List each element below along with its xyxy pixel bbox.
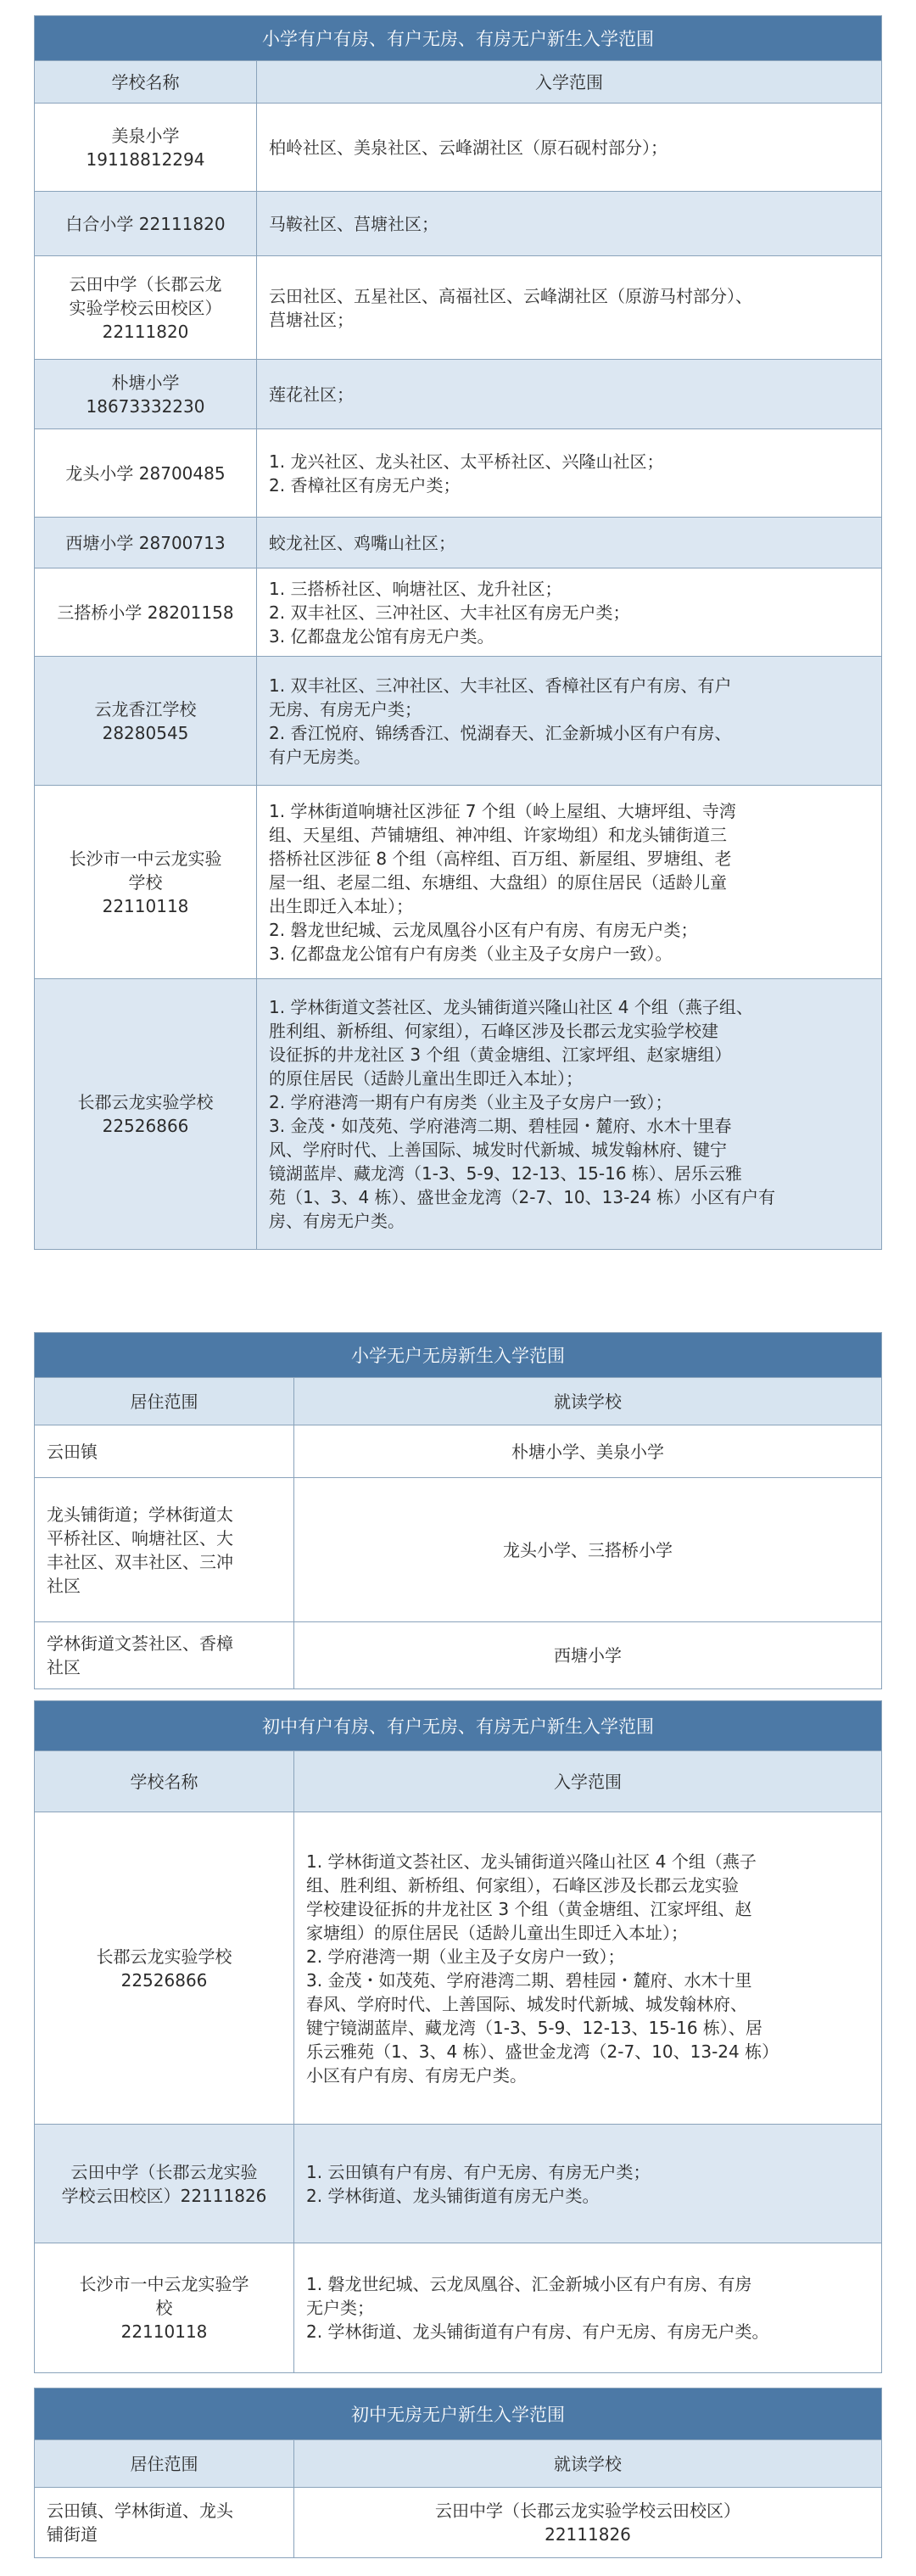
table-row	[35, 1622, 881, 1688]
scope-cell	[257, 657, 881, 785]
table-row	[35, 360, 881, 429]
scope-cell-line: 云田社区、五星社区、高福社区、云峰湖社区（原游马村部分）、	[269, 285, 752, 306]
table-title: 初中有户有房、有户无房、有房无户新生入学范围	[35, 1701, 881, 1751]
header-school-name: 学校名称	[35, 61, 257, 103]
assigned-school-cell-line: 云田中学（长郡云龙实验学校云田校区）	[435, 2500, 740, 2521]
school-name-cell-line: 西塘小学 28700713	[65, 532, 226, 553]
assigned-school-cell-line: 朴塘小学、美泉小学	[511, 1441, 664, 1462]
assigned-school-cell-line: 龙头小学、三搭桥小学	[503, 1539, 673, 1560]
assigned-school-cell-line: 22111826	[545, 2524, 631, 2545]
scope-cell-line: 乐云雅苑（1、3、4 栋）、盛世金龙湾（2-7、10、13-24 栋）	[306, 2041, 779, 2062]
table-row	[35, 256, 881, 360]
residence-cell-line: 云田镇、学林街道、龙头	[47, 2500, 233, 2521]
scope-cell-line: 2. 学府港湾一期有户有房类（业主及子女房户一致）；	[269, 1092, 673, 1112]
scope-cell-line: 苑（1、3、4 栋）、盛世金龙湾（2-7、10、13-24 栋）小区有户有	[269, 1187, 776, 1207]
table-row	[35, 657, 881, 786]
table-title: 小学有户有房、有户无房、有房无户新生入学范围	[35, 16, 881, 61]
scope-cell-line: 键宁镜湖蓝岸、藏龙湾（1-3、5-9、12-13、15-16 栋）、居	[306, 2017, 762, 2038]
table-header-row	[35, 61, 881, 104]
school-name-cell-line: 长郡云龙实验学校	[96, 1946, 232, 1967]
school-name-cell	[35, 1812, 294, 2124]
residence-cell	[35, 1425, 294, 1477]
scope-cell-line: 有户无房类。	[269, 746, 371, 767]
scope-cell-line: 2. 学府港湾一期（业主及子女房户一致）；	[306, 1946, 625, 1967]
assigned-school-cell	[294, 1425, 881, 1477]
school-name-cell	[35, 429, 257, 517]
scope-cell-line: 马鞍社区、莒塘社区；	[269, 213, 438, 234]
school-name-cell	[35, 979, 257, 1249]
header-scope: 入学范围	[535, 71, 603, 92]
table-row	[35, 192, 881, 256]
school-name-cell	[35, 2125, 294, 2243]
school-name-cell-line: 校	[155, 2298, 173, 2318]
school-name-cell-line: 22111820	[102, 321, 189, 342]
scope-cell	[294, 2125, 881, 2243]
scope-cell-line: 2. 学林街道、龙头铺街道有房无户类。	[306, 2185, 600, 2206]
scope-cell	[257, 360, 881, 428]
school-name-cell	[35, 104, 257, 191]
header-residence: 居住范围	[35, 2440, 294, 2487]
scope-cell-line: 春风、学府时代、上善国际、城发时代新城、城发翰林府、	[306, 1993, 747, 2014]
scope-cell-line: 房、有房无户类。	[269, 1211, 405, 1231]
school-name-cell-line: 三搭桥小学 28201158	[57, 602, 234, 623]
scope-cell-line: 设征拆的井龙社区 3 个组（黄金塘组、江家坪组、赵家塘组）	[269, 1044, 732, 1065]
table-row	[35, 2125, 881, 2243]
school-name-cell-line: 长沙市一中云龙实验	[69, 848, 222, 869]
scope-cell-line: 出生即迁入本址）；	[269, 895, 413, 916]
residence-cell	[35, 1622, 294, 1688]
school-name-cell-line: 实验学校云田校区）	[69, 297, 222, 318]
scope-cell	[294, 2243, 881, 2372]
school-name-cell-line: 22110118	[102, 895, 189, 916]
scope-cell-line: 3. 亿都盘龙公馆有户有房类（业主及子女房户一致）。	[269, 943, 673, 964]
school-name-cell-line: 云田中学（长郡云龙实验	[70, 2161, 258, 2182]
table-row	[35, 1812, 881, 2125]
assigned-school-cell	[294, 1478, 881, 1621]
scope-cell-line: 风、学府时代、上善国际、城发时代新城、城发翰林府、键宁	[269, 1140, 727, 1160]
scope-cell-line: 莲花社区；	[269, 384, 354, 405]
scope-cell	[257, 256, 881, 359]
school-name-cell-line: 28280545	[102, 722, 189, 743]
residence-cell-line: 学林街道文荟社区、香樟	[47, 1633, 233, 1654]
school-name-cell-line: 学校云田校区）22111826	[61, 2185, 267, 2206]
header-assigned-school: 就读学校	[554, 1391, 622, 1412]
scope-cell	[257, 429, 881, 517]
table-header-row	[35, 2440, 881, 2488]
scope-cell-line: 小区有户有房、有房无户类。	[306, 2064, 527, 2086]
scope-cell-line: 3. 金茂・如茂苑、学府港湾二期、碧桂园・麓府、水木十里	[306, 1969, 752, 1991]
table-middle-with-hukou	[34, 1700, 882, 2373]
table-title: 小学无户无房新生入学范围	[35, 1333, 881, 1378]
scope-cell-line: 3. 金茂・如茂苑、学府港湾二期、碧桂园・麓府、水木十里春	[269, 1116, 732, 1136]
scope-cell-line: 1. 三搭桥社区、响塘社区、龙升社区；	[269, 578, 562, 599]
scope-cell-line: 镜湖蓝岸、藏龙湾（1-3、5-9、12-13、15-16 栋）、居乐云雅	[269, 1163, 742, 1184]
table-primary-with-hukou	[34, 15, 882, 1250]
school-name-cell	[35, 518, 257, 568]
residence-cell-line: 社区	[47, 1657, 81, 1677]
scope-cell	[257, 104, 881, 191]
scope-cell-line: 组、胜利组、新桥组、何家组），石峰区涉及长郡云龙实验	[306, 1874, 739, 1896]
scope-cell-line: 2. 学林街道、龙头铺街道有户有房、有户无房、有房无户类。	[306, 2321, 769, 2342]
table-header-row	[35, 1378, 881, 1425]
scope-cell	[257, 786, 881, 978]
school-name-cell-line: 美泉小学	[111, 125, 180, 146]
table-primary-no-hukou	[34, 1332, 882, 1689]
table-row	[35, 979, 881, 1249]
scope-cell-line: 家塘组）的原住居民（适龄儿童出生即迁入本址）；	[306, 1922, 688, 1943]
scope-cell-line: 1. 学林街道文荟社区、龙头铺街道兴隆山社区 4 个组（燕子	[306, 1851, 757, 1872]
table-row	[35, 2243, 881, 2372]
school-name-cell	[35, 2243, 294, 2372]
scope-cell	[257, 518, 881, 568]
school-name-cell	[35, 360, 257, 428]
school-name-cell	[35, 786, 257, 978]
table-row	[35, 786, 881, 979]
scope-cell-line: 胜利组、新桥组、何家组），石峰区涉及长郡云龙实验学校建	[269, 1021, 718, 1041]
school-name-cell-line: 朴塘小学	[111, 372, 180, 393]
table-row	[35, 568, 881, 657]
table-row	[35, 104, 881, 192]
scope-cell-line: 柏岭社区、美泉社区、云峰湖社区（原石砚村部分）；	[269, 137, 667, 158]
residence-cell-line: 平桥社区、响塘社区、大	[47, 1527, 233, 1548]
school-name-cell-line: 22526866	[120, 1969, 208, 1991]
table-row	[35, 2488, 881, 2557]
school-name-cell-line: 22110118	[120, 2321, 208, 2342]
header-residence: 居住范围	[35, 1378, 294, 1425]
table-row	[35, 1425, 881, 1478]
scope-cell-line: 学校建设征拆的井龙社区 3 个组（黄金塘组、江家坪组、赵	[306, 1898, 752, 1919]
scope-cell-line: 无房、有房无户类；	[269, 698, 422, 720]
scope-cell-line: 1. 磐龙世纪城、云龙凤凰谷、汇金新城小区有户有房、有房	[306, 2274, 752, 2294]
residence-cell-line: 社区	[47, 1575, 81, 1596]
school-name-cell-line: 云田中学（长郡云龙	[69, 273, 222, 294]
table-middle-no-hukou	[34, 2388, 882, 2558]
table-row	[35, 518, 881, 568]
scope-cell	[257, 568, 881, 656]
assigned-school-cell	[294, 1622, 881, 1688]
header-scope: 入学范围	[554, 1771, 622, 1792]
school-name-cell	[35, 568, 257, 656]
scope-cell-line: 1. 云田镇有户有房、有户无房、有房无户类；	[306, 2161, 651, 2182]
table-header-row	[35, 1751, 881, 1812]
scope-cell-line: 屋一组、老屋二组、东塘组、大盘组）的原住居民（适龄儿童	[269, 871, 727, 893]
residence-cell	[35, 1478, 294, 1621]
scope-cell-line: 蛟龙社区、鸡嘴山社区；	[269, 532, 455, 553]
school-name-cell-line: 长沙市一中云龙实验学	[79, 2274, 249, 2294]
scope-cell-line: 莒塘社区；	[269, 309, 354, 330]
school-name-cell	[35, 256, 257, 359]
school-name-cell-line: 18673332230	[86, 395, 205, 417]
header-school-name: 学校名称	[35, 1751, 294, 1812]
assigned-school-cell-line: 西塘小学	[554, 1645, 622, 1666]
table-row	[35, 429, 881, 518]
school-name-cell-line: 22526866	[102, 1116, 189, 1136]
scope-cell	[257, 979, 881, 1249]
scope-cell-line: 无户类；	[306, 2298, 374, 2318]
scope-cell	[294, 1812, 881, 2124]
school-name-cell-line: 学校	[128, 871, 163, 893]
residence-cell-line: 云田镇	[47, 1441, 98, 1462]
scope-cell-line: 的原住居民（适龄儿童出生即迁入本址）；	[269, 1068, 583, 1089]
table-row	[35, 1478, 881, 1622]
scope-cell-line: 1. 学林街道响塘社区涉征 7 个组（岭上屋组、大塘坪组、寺湾	[269, 800, 736, 821]
scope-cell-line: 2. 香樟社区有房无户类；	[269, 474, 461, 496]
residence-cell-line: 丰社区、双丰社区、三冲	[47, 1551, 233, 1572]
scope-cell-line: 1. 学林街道文荟社区、龙头铺街道兴隆山社区 4 个组（燕子组、	[269, 997, 753, 1017]
school-name-cell-line: 白合小学 22111820	[65, 213, 226, 234]
scope-cell-line: 1. 龙兴社区、龙头社区、太平桥社区、兴隆山社区；	[269, 451, 664, 472]
scope-cell-line: 搭桥社区涉征 8 个组（高梓组、百万组、新屋组、罗塘组、老	[269, 848, 732, 869]
header-assigned-school: 就读学校	[554, 2453, 622, 2474]
residence-cell-line: 铺街道	[47, 2524, 98, 2545]
scope-cell-line: 2. 香江悦府、锦绣香江、悦湖春天、汇金新城小区有户有房、	[269, 722, 732, 743]
scope-cell-line: 2. 磐龙世纪城、云龙凤凰谷小区有户有房、有房无户类；	[269, 919, 698, 940]
school-name-cell-line: 龙头小学 28700485	[65, 462, 226, 484]
scope-cell-line: 2. 双丰社区、三冲社区、大丰社区有房无户类；	[269, 602, 630, 623]
school-name-cell-line: 19118812294	[86, 148, 205, 170]
school-name-cell	[35, 192, 257, 255]
residence-cell-line: 龙头铺街道；学林街道太	[47, 1504, 233, 1525]
residence-cell	[35, 2488, 294, 2557]
scope-cell-line: 3. 亿都盘龙公馆有房无户类。	[269, 625, 494, 647]
assigned-school-cell	[294, 2488, 881, 2557]
school-name-cell	[35, 657, 257, 785]
scope-cell	[257, 192, 881, 255]
scope-cell-line: 组、天星组、芦铺塘组、神冲组、许家坳组）和龙头铺街道三	[269, 824, 727, 845]
school-name-cell-line: 长郡云龙实验学校	[77, 1092, 214, 1112]
school-name-cell-line: 云龙香江学校	[94, 698, 197, 720]
scope-cell-line: 1. 双丰社区、三冲社区、大丰社区、香樟社区有户有房、有户	[269, 675, 732, 696]
table-title: 初中无房无户新生入学范围	[35, 2388, 881, 2440]
